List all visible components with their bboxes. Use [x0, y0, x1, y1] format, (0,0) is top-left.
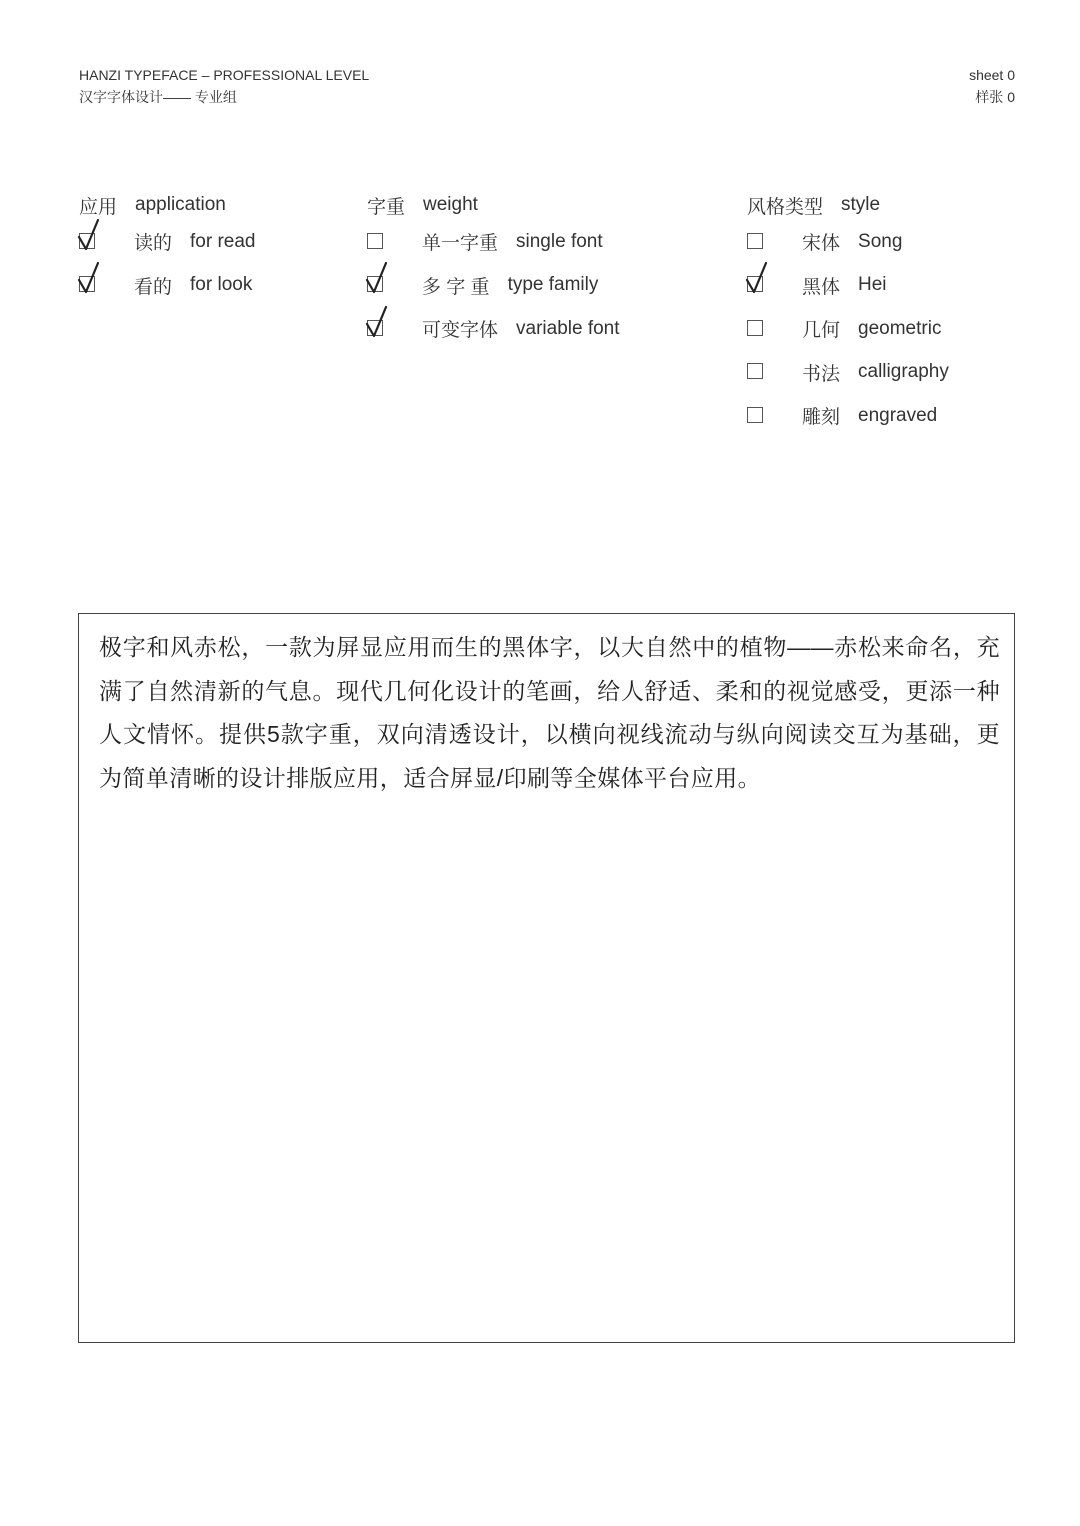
sheet-number-zh: 样张 0	[975, 89, 1015, 105]
checkmark-icon	[77, 219, 103, 253]
option-label-en: engraved	[858, 404, 938, 426]
option-label-zh: 宋体	[802, 233, 841, 255]
checkmark-icon	[77, 262, 103, 296]
header-title-en: HANZI TYPEFACE – PROFESSIONAL LEVEL	[79, 67, 370, 83]
header-title	[79, 64, 369, 108]
description-text: 极字和风赤松，一款为屏显应用而生的黑体字，以大自然中的植物——赤松来命名，充满了自然清新的气息。现代几何化设计的笔画，给人舒适、柔和的视觉感受，更添一种人文情怀。提供5款字重，双向清透设计，以横向视线流动与纵向阅读交互为基础，更为简单清晰的设计排版应用，适合屏显/印刷等全媒体平台应用。	[99, 634, 1000, 791]
style-option-0[interactable]	[747, 220, 949, 264]
header-sheet	[969, 64, 1015, 108]
checkbox-checked-icon[interactable]	[367, 302, 385, 356]
option-label-en: geometric	[858, 317, 942, 339]
option-label-en: for look	[190, 274, 253, 296]
option-label-en: calligraphy	[858, 361, 949, 383]
style-option-1[interactable]	[747, 264, 949, 308]
style-option-4[interactable]	[747, 394, 949, 438]
weight-option-1[interactable]	[367, 264, 620, 308]
option-label-zh: 多 字 重	[422, 276, 490, 298]
application-option-0[interactable]	[79, 220, 256, 264]
option-label-en: Song	[858, 230, 903, 252]
application-heading: 应用 application	[79, 194, 226, 218]
checkmark-icon	[745, 262, 771, 296]
weight-option-2[interactable]	[367, 307, 620, 351]
application-option-1[interactable]	[79, 264, 256, 308]
application-group	[79, 190, 256, 307]
option-label-en: single font	[516, 230, 603, 252]
option-label-zh: 读的	[134, 233, 173, 255]
option-label-en: type family	[507, 274, 599, 296]
option-label-zh: 几何	[802, 320, 841, 342]
option-label-zh: 看的	[134, 276, 173, 298]
style-option-3[interactable]	[747, 351, 949, 395]
header-title-zh: 汉字字体设计—— 专业组	[79, 89, 237, 105]
option-label-en: Hei	[858, 274, 887, 296]
option-label-en: for read	[190, 230, 256, 252]
checkbox-checked-icon[interactable]	[79, 258, 97, 312]
option-label-zh: 单一字重	[422, 233, 499, 255]
weight-group	[367, 190, 620, 351]
option-label-en: variable font	[516, 317, 620, 339]
description-textbox[interactable]	[78, 613, 1015, 1343]
weight-heading: 字重 weight	[367, 194, 478, 218]
option-label-zh: 书法	[802, 363, 841, 385]
sheet-number-en: sheet 0	[969, 67, 1015, 83]
style-heading: 风格类型 style	[747, 194, 881, 218]
style-group	[747, 190, 949, 438]
option-label-zh: 黑体	[802, 276, 841, 298]
option-label-zh: 可变字体	[422, 320, 499, 342]
style-option-2[interactable]	[747, 307, 949, 351]
option-label-zh: 雕刻	[802, 407, 841, 429]
weight-option-0[interactable]	[367, 220, 620, 264]
checkmark-icon	[365, 262, 391, 296]
checkmark-icon	[365, 306, 391, 340]
checkbox-empty-icon[interactable]	[747, 389, 765, 443]
